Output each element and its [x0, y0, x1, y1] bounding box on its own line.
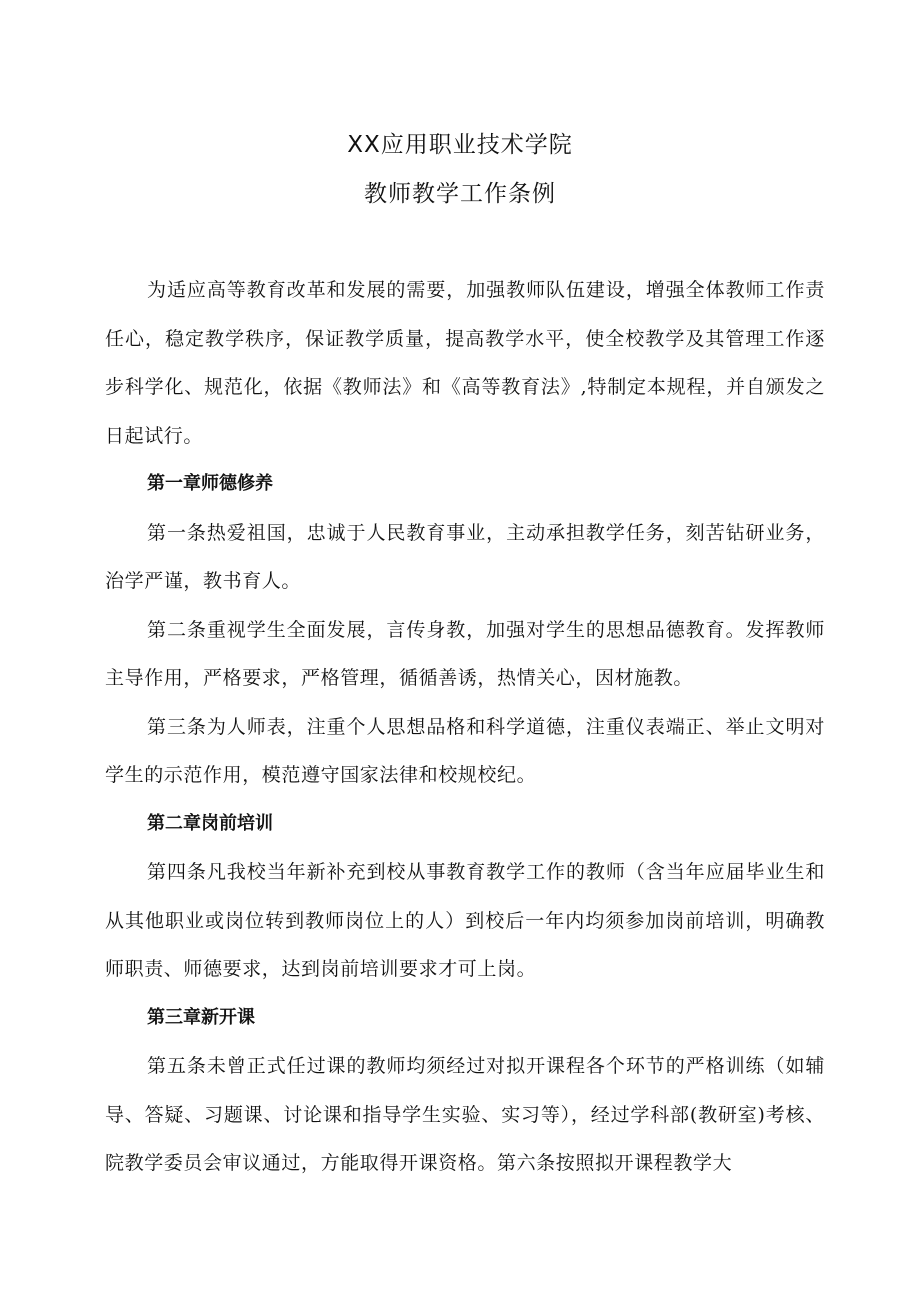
article-2: 第二条重视学生全面发展，言传身教，加强对学生的思想品德教育。发挥教师主导作用，严格要求，严格管理，循循善诱，热情关心，因材施教。 [105, 618, 825, 689]
chapter-1-heading: 第一章师德修养 [147, 473, 273, 494]
article-1: 第一条热爱祖国，忠诚于人民教育事业，主动承担教学任务，刻苦钻研业务，治学严谨，教书育人。 [105, 521, 825, 592]
chapter-3-heading: 第三章新开课 [147, 1006, 255, 1028]
intro-paragraph: 为适应高等教育改革和发展的需要，加强教师队伍建设，增强全体教师工作责任心，稳定教学秩序，保证教学质量，提高教学水平，使全校教学及其管理工作逐步科学化、规范化，依据《教师法》和《高等教育法》,特制定本规程，并自颁发之日起试行。 [105, 279, 825, 447]
document-body [105, 266, 825, 1188]
article-4: 第四条凡我校当年新补充到校从事教育教学工作的教师（含当年应届毕业生和从其他职业或岗位转到教师岗位上的人）到校后一年内均须参加岗前培训，明确教师职责、师德要求，达到岗前培训要求才可上岗。 [105, 861, 825, 980]
article-5-6: 第五条未曾正式任过课的教师均须经过对拟开课程各个环节的严格训练（如辅导、答疑、习题课、讨论课和指导学生实验、实习等），经过学科部(教研室)考核、院教学委员会审议通过，方能取得开课资格。第六条按照拟开课程教学大 [105, 1055, 825, 1174]
article-3: 第三条为人师表，注重个人思想品格和科学道德，注重仪表端正、举止文明对学生的示范作用，模范遵守国家法律和校规校纪。 [105, 715, 825, 786]
chapter-2-heading: 第二章岗前培训 [147, 812, 273, 834]
document-title-regulation: 教师教学工作条例 [364, 181, 556, 207]
document-title-institution: XX应用职业技术学院 [347, 132, 573, 158]
